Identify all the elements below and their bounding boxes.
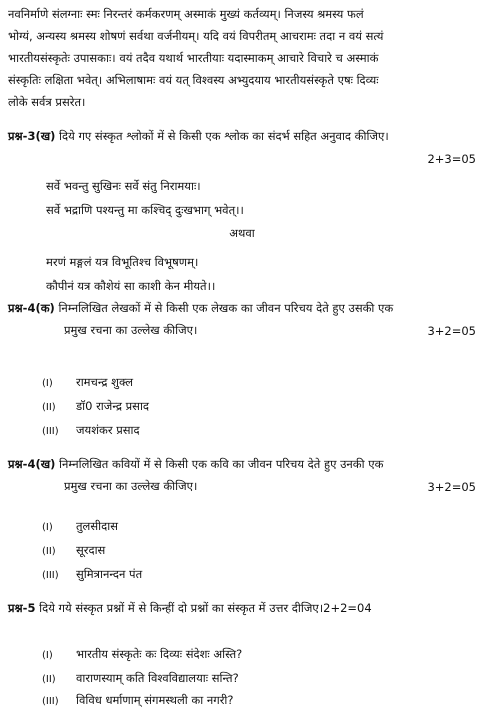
list-item xyxy=(42,692,233,710)
item-number: (II) xyxy=(42,674,56,685)
question-label: प्रश्न-5 xyxy=(8,601,36,615)
marks: 2+3=05 xyxy=(427,152,476,166)
item-text: वाराणस्याम् कति विश्वविद्यालयाः सन्ति? xyxy=(76,671,239,685)
item-text: रामचन्द्र शुक्ल xyxy=(76,375,134,389)
item-number: (I) xyxy=(42,522,53,533)
passage-line: भोग्यं, अन्यस्य श्रमस्य शोषणं सर्वथा वर्जनीयम्। यदि वयं विपरीतम् आचरामः तदा न वयं सत्यं xyxy=(8,29,384,43)
item-number: (II) xyxy=(42,402,56,413)
list-item xyxy=(42,542,105,560)
item-number: (II) xyxy=(42,546,56,557)
list-item xyxy=(42,374,133,392)
list-item xyxy=(42,422,140,440)
question-4b xyxy=(8,456,383,472)
question-text: निम्नलिखित लेखकों में से किसी एक लेखक का जीवन परिचय देते हुए उसकी एक xyxy=(58,301,394,315)
item-text: जयशंकर प्रसाद xyxy=(76,423,140,437)
question-label: प्रश्न-4(ख) xyxy=(8,457,56,471)
list-item xyxy=(42,646,242,664)
question-5 xyxy=(8,600,372,616)
question-text: दिये गए संस्कृत श्लोकों में से किसी एक श्लोक का संदर्भ सहित अनुवाद कीजिए। xyxy=(59,129,389,143)
verse-line: कौपीनं यत्र कौशेयं सा काशी केन मीयते।। xyxy=(46,279,216,293)
question-label: प्रश्न-4(क) xyxy=(8,301,55,315)
list-item xyxy=(42,670,239,688)
marks: 3+2=05 xyxy=(427,480,476,494)
passage-line: संस्कृतिः लक्षिता भवेत्। अभिलाषामः वयं यत् विश्वस्य अभ्युदयाय भारतीयसंस्कृते एषः दिव्यः xyxy=(8,73,379,87)
passage-line: लोके सर्वत्र प्रसरेत। xyxy=(8,95,86,109)
item-number: (III) xyxy=(42,696,59,707)
verse-line: सर्वे भवन्तु सुखिनः सर्वे संतु निरामयाः। xyxy=(46,179,201,193)
list-item xyxy=(42,398,149,416)
item-text: तुलसीदास xyxy=(76,519,118,533)
item-number: (I) xyxy=(42,650,53,661)
verse-line: सर्वे भद्राणि पश्यन्तु मा कश्चिद् दुःखभाग् भवेत्।। xyxy=(46,203,244,217)
question-text: दिये गये संस्कृत प्रश्नों में से किन्हीं दो प्रश्नों का संस्कृत में उत्तर दीजिए।2+2=04 xyxy=(39,601,372,615)
item-number: (I) xyxy=(42,378,53,389)
question-label: प्रश्न-3(ख) xyxy=(8,129,56,143)
question-text: निम्नलिखित कवियों में से किसी एक कवि का जीवन परिचय देते हुए उनकी एक xyxy=(59,457,384,471)
list-item xyxy=(42,518,118,536)
passage-line: नवनिर्माणे संलग्नाः स्मः निरन्तरं कर्मकरणम् अस्माकं मुख्यं कर्तव्यम्। निजस्य श्रमस्य फलं xyxy=(8,7,364,21)
item-text: डॉ0 राजेन्द्र प्रसाद xyxy=(76,399,150,413)
item-text: भारतीय संस्कृतेः कः दिव्यः संदेशः अस्ति? xyxy=(76,647,243,661)
question-text-cont: प्रमुख रचना का उल्लेख कीजिए। xyxy=(64,479,198,493)
item-number: (III) xyxy=(42,426,59,437)
list-item xyxy=(42,566,142,584)
verse-line: मरणं मङ्गलं यत्र विभूतिश्च विभूषणम्। xyxy=(46,255,199,269)
question-3b xyxy=(8,128,389,144)
item-text: विविध धर्माणाम् संगमस्थली का नगरी? xyxy=(76,693,234,707)
question-4a xyxy=(8,300,393,316)
marks: 3+2=05 xyxy=(427,324,476,338)
item-text: सुमित्रानन्दन पंत xyxy=(76,567,143,581)
item-text: सूरदास xyxy=(76,543,106,557)
item-number: (III) xyxy=(42,570,59,581)
passage-line: भारतीयसंस्कृतेः उपासकाः। वयं तदैव यथार्थ भारतीयाः यदास्माकम् आचारे विचारे च अस्माकं xyxy=(8,51,379,65)
or-separator: अथवा xyxy=(229,226,255,240)
question-text-cont: प्रमुख रचना का उल्लेख कीजिए। xyxy=(64,323,198,337)
